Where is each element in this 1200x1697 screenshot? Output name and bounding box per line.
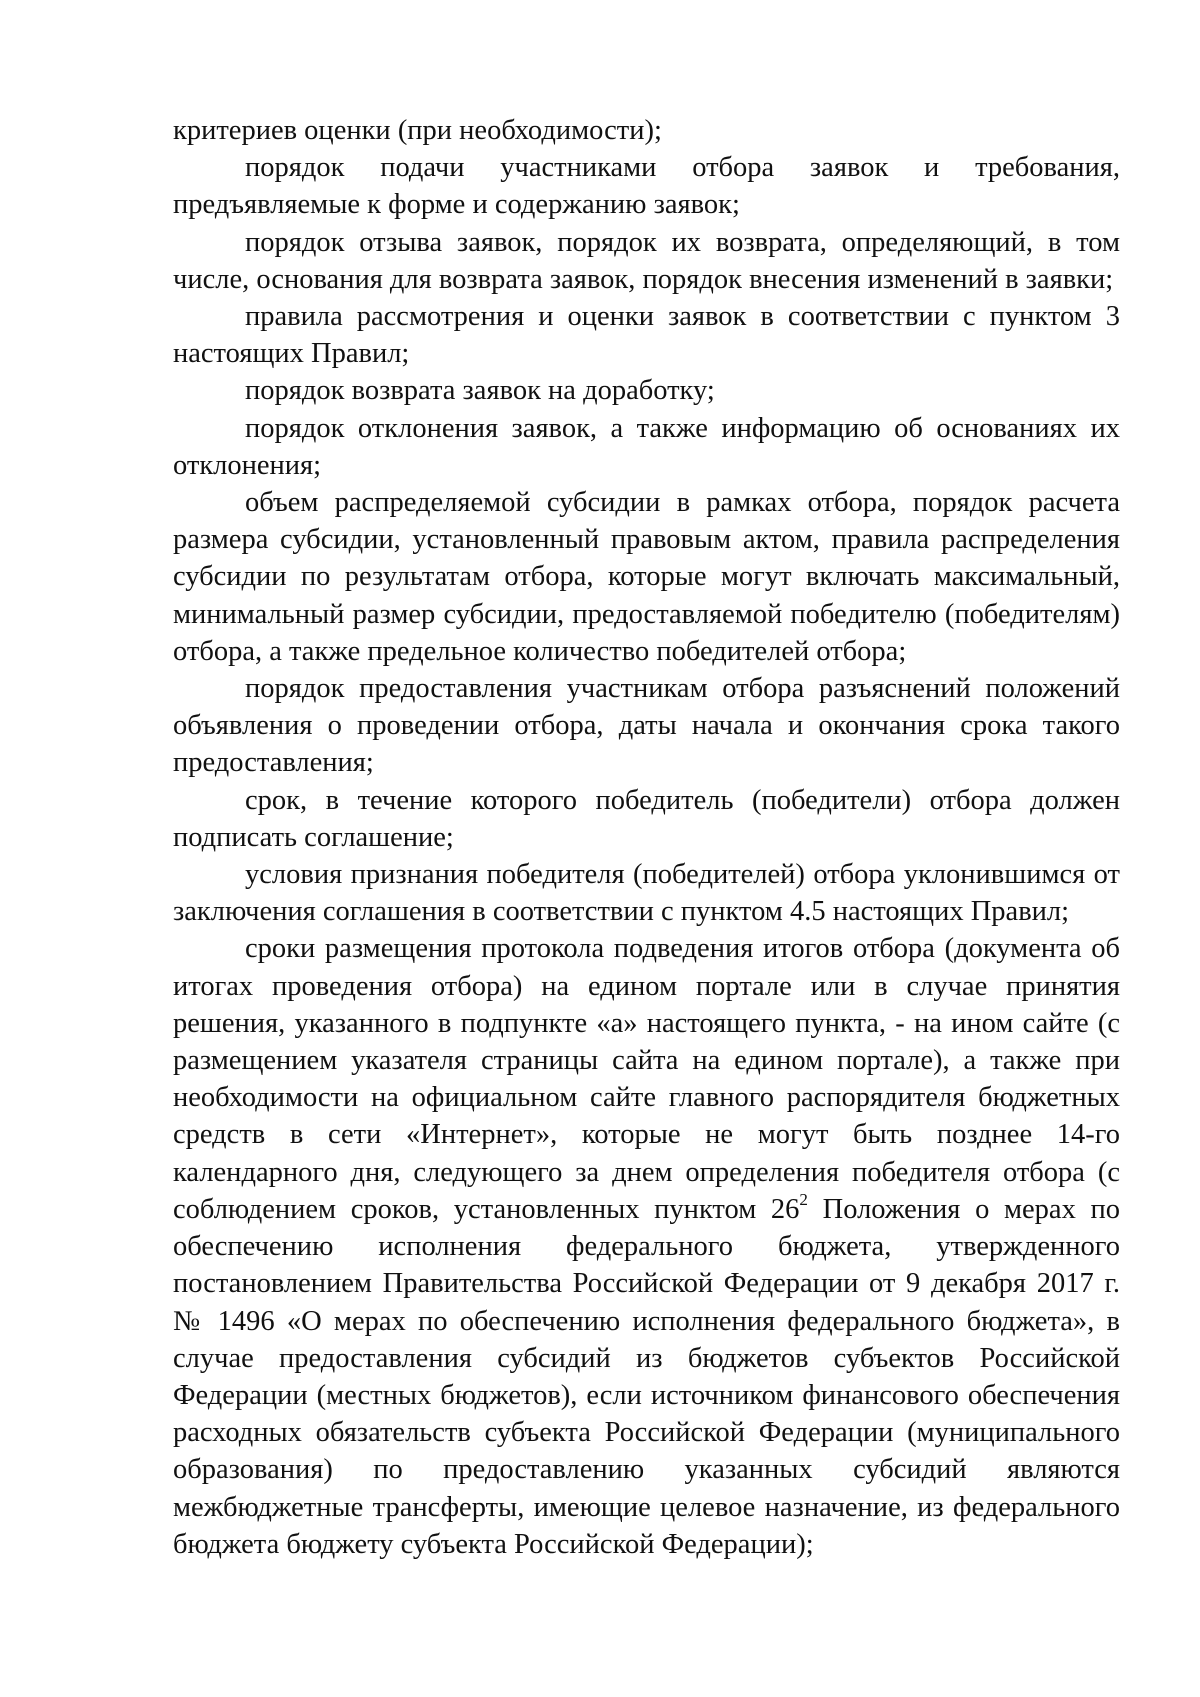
paragraph-return-for-revision: порядок возврата заявок на доработку; bbox=[245, 375, 715, 407]
protocol-text-part-1: сроки размещения протокола подведения итогов отбора (документа об итогах проведения отбора) на едином портале или в случае принятия решения, указанного в подпункте «а» настоящего пункта, - на ином сайте (с размещением указателя страницы сайта на едином портале), а также при необходимости на официальном сайте главного распорядителя бюджетных средств в сети «Интернет», которые не могут быть позднее 14-го календарного дня, следующего за днем определения победителя отбора (с соблюдением сроков, установленных пунктом 26 bbox=[173, 933, 1120, 1225]
paragraph-clarifications: порядок предоставления участникам отбора разъяснений положений объявления о проведении отбора, даты начала и окончания срока такого предоставления; bbox=[173, 673, 1120, 779]
paragraph-protocol-deadlines bbox=[173, 930, 1120, 1562]
document-page bbox=[173, 112, 1120, 1563]
paragraph-evaluation-criteria: критериев оценки (при необходимости); bbox=[173, 115, 662, 146]
paragraph-signing-deadline: срок, в течение которого победитель (победители) отбора должен подписать соглашение; bbox=[173, 784, 1120, 853]
protocol-text-part-2: Положения о мерах по обеспечению исполнения федерального бюджета, утвержденного постановлением Правительства Российской Федерации от 9 декабря 2017 г. № 1496 «О мерах по обеспечению исполнения федерального бюджета», в случае предоставления субсидий из бюджетов субъектов Российской Федерации (местных бюджетов), если источником финансового обеспечения расходных обязательств субъекта Российской Федерации (муниципального образования) по предоставлению указанных субсидий являются межбюджетные трансферты, имеющие целевое назначение, из федерального бюджета бюджету субъекта Российской Федерации); bbox=[173, 1193, 1120, 1560]
superscript-footnote-marker: 2 bbox=[799, 1190, 808, 1210]
paragraph-submission-procedure: порядок подачи участниками отбора заявок и требования, предъявляемые к форме и содержанию заявок; bbox=[173, 152, 1120, 221]
paragraph-subsidy-volume: объем распределяемой субсидии в рамках отбора, порядок расчета размера субсидии, установленный правовым актом, правила распределения субсидии по результатам отбора, которые могут включать максимальный, минимальный размер субсидии, предоставляемой победителю (победителям) отбора, а также предельное количество победителей отбора; bbox=[173, 487, 1120, 667]
paragraph-evasion-conditions: условия признания победителя (победителей) отбора уклонившимся от заключения соглашения в соответствии с пунктом 4.5 настоящих Правил; bbox=[173, 859, 1120, 928]
paragraph-withdrawal-procedure: порядок отзыва заявок, порядок их возврата, определяющий, в том числе, основания для возврата заявок, порядок внесения изменений в заявки; bbox=[173, 226, 1120, 295]
paragraph-rejection-procedure: порядок отклонения заявок, а также информацию об основаниях их отклонения; bbox=[173, 412, 1120, 481]
paragraph-review-rules: правила рассмотрения и оценки заявок в соответствии с пунктом 3 настоящих Правил; bbox=[173, 301, 1120, 370]
